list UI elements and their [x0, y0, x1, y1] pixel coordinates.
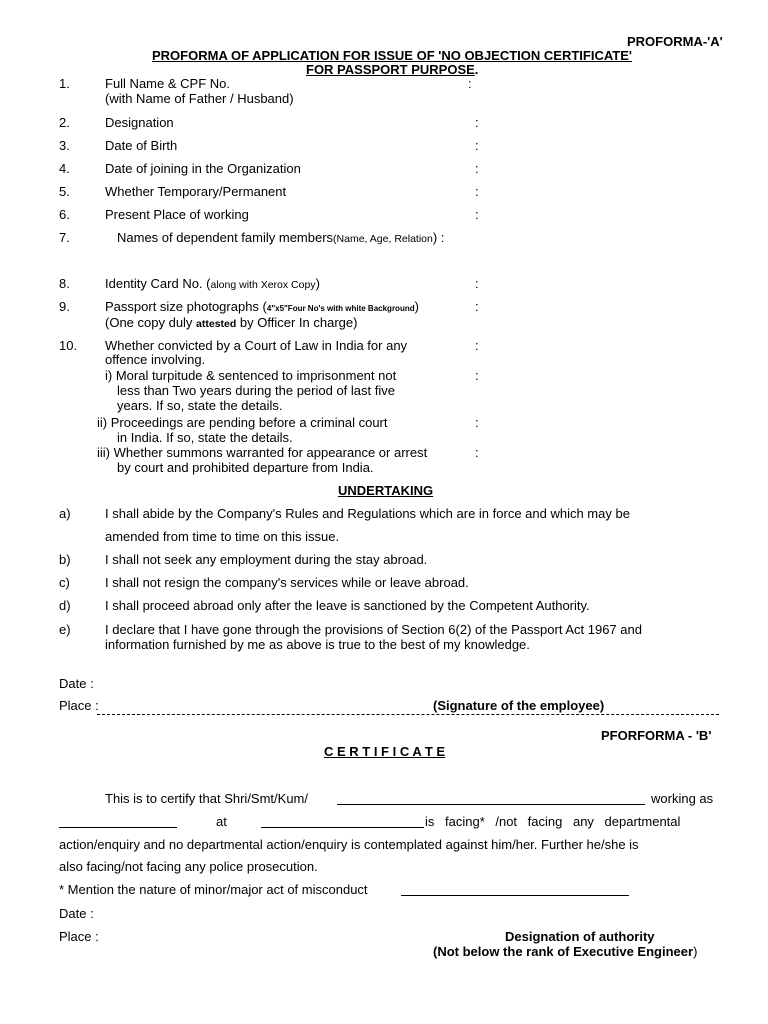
certificate-at-label: at — [216, 814, 227, 829]
item-3-label: Date of Birth — [105, 138, 178, 153]
item-10-i-colon: : — [475, 368, 479, 383]
item-1-label: Full Name & CPF No. — [105, 76, 230, 91]
undertaking-d-text: I shall proceed abroad only after the leave is sanctioned by the Competent Authority. — [105, 598, 590, 613]
employee-signature-label: (Signature of the employee) — [433, 698, 605, 713]
item-7-hint: (Name, Age, Relation — [333, 233, 433, 245]
form-title-line1: PROFORMA OF APPLICATION FOR ISSUE OF 'NO OBJECTION CERTIFICATE' — [152, 48, 632, 63]
item-2-colon: : — [475, 115, 479, 130]
item-8-label — [105, 276, 320, 293]
item-8-text: Identity Card No. ( — [105, 276, 211, 291]
certificate-para-line1-end: working as — [651, 791, 714, 806]
item-9-number: 9. — [59, 299, 70, 314]
item-7-number: 7. — [59, 230, 70, 245]
workplace-blank — [261, 815, 424, 828]
misconduct-note: * Mention the nature of minor/major act of misconduct — [59, 882, 368, 897]
item-6-label: Present Place of working — [105, 207, 249, 222]
undertaking-heading: UNDERTAKING — [338, 483, 434, 498]
item-2-label: Designation — [105, 115, 174, 130]
form-title-line2 — [306, 62, 478, 77]
undertaking-a-label: a) — [59, 506, 71, 521]
undertaking-e-label: e) — [59, 622, 71, 637]
undertaking-e-line1: I declare that I have gone through the provisions of Section 6(2) of the Passport Act 1967 and — [105, 622, 642, 637]
undertaking-a-line1: I shall abide by the Company's Rules and Regulations which are in force and which may be — [105, 506, 630, 521]
item-10-line1: Whether convicted by a Court of Law in India for any — [105, 338, 408, 353]
item-7-text: Names of dependent family members — [117, 230, 334, 245]
authority-rank-close: ) — [693, 944, 698, 959]
item-8-colon: : — [475, 276, 479, 291]
item-9-hint: 4"x5"Four No's with white Background — [266, 304, 415, 313]
item-7-end: ) : — [432, 230, 445, 245]
item-4-label: Date of joining in the Organization — [105, 161, 301, 176]
item-1-sublabel: (with Name of Father / Husband) — [105, 91, 294, 106]
item-10-iii-colon: : — [475, 445, 479, 460]
item-9-sub-attested: attested — [196, 318, 237, 330]
authority-designation-label: Designation of authority — [505, 929, 655, 944]
item-9-text: Passport size photographs ( — [105, 299, 267, 314]
item-5-colon: : — [475, 184, 479, 199]
item-4-number: 4. — [59, 161, 70, 176]
item-3-colon: : — [475, 138, 479, 153]
undertaking-b-label: b) — [59, 552, 71, 567]
item-8-hint: along with Xerox Copy — [210, 279, 316, 291]
item-6-number: 6. — [59, 207, 70, 222]
item-4-colon: : — [475, 161, 479, 176]
item-10-ii-line1: ii) Proceedings are pending before a criminal court — [97, 415, 388, 430]
undertaking-c-text: I shall not resign the company's services while or leave abroad. — [105, 575, 469, 590]
item-9-sub-a: (One copy duly — [105, 315, 197, 330]
misconduct-blank — [401, 883, 629, 896]
proforma-b-label: PFORFORMA - 'B' — [601, 728, 712, 743]
item-10-line2: offence involving. — [105, 352, 206, 367]
item-1-colon: : — [468, 76, 472, 91]
employee-place-label: Place : — [59, 698, 99, 713]
employee-date-label: Date : — [59, 676, 94, 691]
employee-name-blank — [337, 792, 645, 805]
item-10-i-line2: less than Two years during the period of last five — [117, 383, 395, 398]
item-9-end: ) — [414, 299, 419, 314]
item-10-iii-line1: iii) Whether summons warranted for appearance or arrest — [97, 445, 428, 460]
item-8-end: ) — [315, 276, 320, 291]
item-10-ii-line2: in India. If so, state the details. — [117, 430, 293, 445]
undertaking-a-line2: amended from time to time on this issue. — [105, 529, 340, 544]
item-9-label — [105, 299, 419, 316]
item-10-ii-colon: : — [475, 415, 479, 430]
item-10-number: 10. — [59, 338, 78, 353]
item-8-number: 8. — [59, 276, 70, 291]
authority-rank-note — [433, 944, 697, 959]
item-2-number: 2. — [59, 115, 70, 130]
authority-rank-text: (Not below the rank of Executive Engineer — [433, 944, 694, 959]
item-1-number: 1. — [59, 76, 70, 91]
item-3-number: 3. — [59, 138, 70, 153]
certificate-heading: C E R T I F I C A T E — [324, 744, 446, 759]
certificate-para-line1-start: This is to certify that Shri/Smt/Kum/ — [105, 791, 308, 806]
undertaking-e-line2: information furnished by me as above is true to the best of my knowledge. — [105, 637, 530, 652]
authority-place-label: Place : — [59, 929, 99, 944]
certificate-para-line4: also facing/not facing any police prosecution. — [59, 859, 318, 874]
item-9-colon: : — [475, 299, 479, 314]
undertaking-d-label: d) — [59, 598, 71, 613]
section-divider — [97, 714, 719, 715]
authority-date-label: Date : — [59, 906, 94, 921]
form-title-period: . — [474, 62, 479, 77]
undertaking-c-label: c) — [59, 575, 70, 590]
designation-blank — [59, 815, 177, 828]
item-7-label — [117, 230, 444, 247]
item-10-i-line3: years. If so, state the details. — [117, 398, 283, 413]
item-6-colon: : — [475, 207, 479, 222]
item-9-sublabel — [105, 315, 357, 332]
proforma-a-label: PROFORMA-'A' — [627, 34, 723, 49]
certificate-para-line2-end: is facing* /not facing any departmental — [425, 814, 681, 829]
item-9-sub-c: by Officer In charge) — [236, 315, 358, 330]
item-10-i-line1: i) Moral turpitude & sentenced to imprisonment not — [105, 368, 397, 383]
certificate-para-line3: action/enquiry and no departmental action/enquiry is contemplated against him/her. Further he/she is — [59, 837, 639, 852]
undertaking-b-text: I shall not seek any employment during the stay abroad. — [105, 552, 428, 567]
item-5-label: Whether Temporary/Permanent — [105, 184, 287, 199]
item-10-iii-line2: by court and prohibited departure from India. — [117, 460, 374, 475]
form-title-line2-text: FOR PASSPORT PURPOSE — [306, 62, 475, 77]
item-10-colon: : — [475, 338, 479, 353]
item-5-number: 5. — [59, 184, 70, 199]
